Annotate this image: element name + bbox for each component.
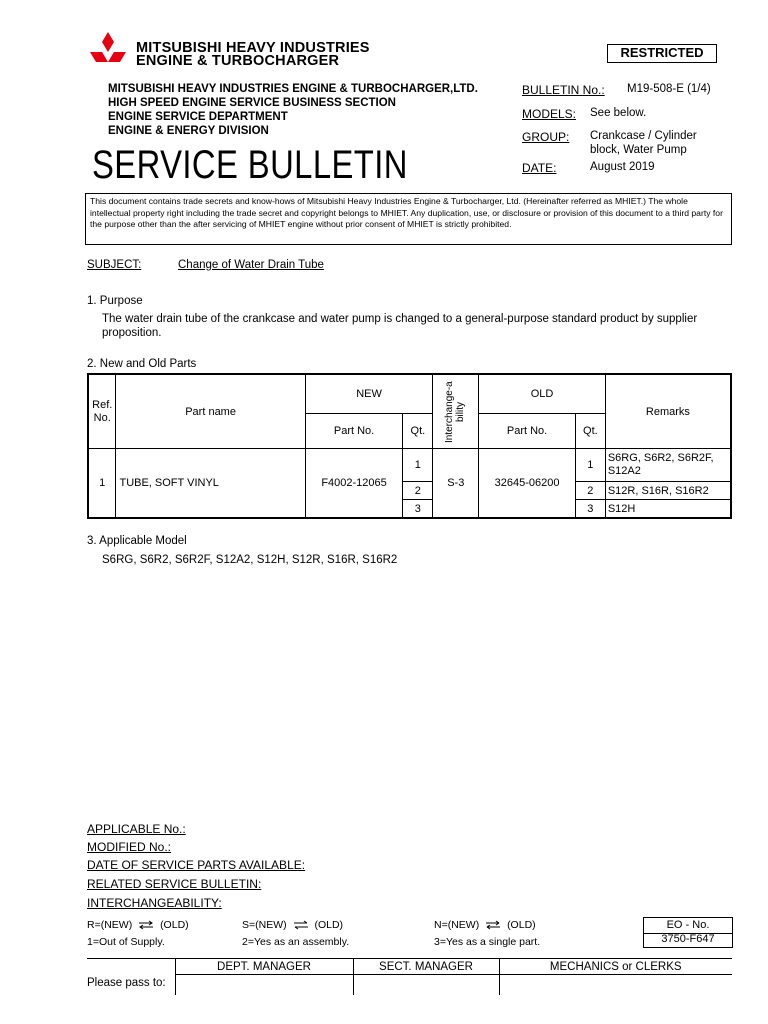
dept-manager-header: DEPT. MANAGER [175, 959, 353, 975]
legend-r: R=(NEW) (OLD) [87, 919, 189, 931]
cell-remarks-3: S12H [605, 500, 731, 519]
group-label: GROUP: [522, 130, 570, 144]
modified-no: MODIFIED No.: [87, 840, 172, 854]
company-line-4: ENGINE & ENERGY DIVISION [108, 125, 269, 137]
cell-remarks-2: S12R, S16R, S16R2 [605, 482, 731, 500]
cell-new-part-no: F4002-12065 [305, 449, 403, 519]
sect-manager-header: SECT. MANAGER [353, 959, 499, 975]
date-value: August 2019 [590, 161, 655, 173]
mitsubishi-logo-icon [86, 32, 130, 70]
applicable-no: APPLICABLE No.: [87, 822, 186, 836]
sect-manager-sign [353, 975, 499, 996]
dept-manager-sign [175, 975, 353, 996]
date-label: DATE: [522, 161, 557, 175]
header-old: OLD [479, 374, 606, 414]
related-bulletin: RELATED SERVICE BULLETIN: [87, 877, 262, 891]
mechanics-sign [499, 975, 732, 996]
subject-label: SUBJECT: [87, 259, 142, 271]
mechanics-header: MECHANICS or CLERKS [499, 959, 732, 975]
header-new-qt: Qt. [403, 414, 433, 449]
legend-s-desc: 2=Yes as an assembly. [242, 936, 350, 948]
company-line-2: HIGH SPEED ENGINE SERVICE BUSINESS SECTION [108, 97, 396, 109]
group-value-2: block, Water Pump [590, 144, 687, 156]
confidentiality-notice: This document contains trade secrets and know-hows of Mitsubishi Heavy Industries Engine & Turbocharger, Ltd. (Hereinafter referred as MHIET.) The whole intellectual property right including the trade secret and copyright belongs to MHIET. Any duplication, use, or disclosure or provision of this document to a third party for the purpose other than the after servicing of MHIET engine without prior consent of MHIET is strictly prohibited. [85, 193, 732, 245]
legend-s: S=(NEW) (OLD) [242, 919, 344, 931]
purpose-text-1: The water drain tube of the crankcase and water pump is changed to a general-purpose standard product by supplier [102, 313, 698, 325]
header-interchange: Interchange-ability [433, 374, 479, 449]
please-pass-label: Please pass to: [87, 959, 175, 996]
purpose-text-2: proposition. [102, 327, 162, 339]
logo-line-2: ENGINE & TURBOCHARGER [136, 53, 340, 69]
please-pass-table [87, 958, 732, 995]
header-remarks: Remarks [605, 374, 731, 449]
exchange-arrows-icon [293, 920, 309, 930]
parts-heading: 2. New and Old Parts [87, 358, 197, 370]
model-heading: 3. Applicable Model [87, 535, 187, 547]
models-label: MODELS: [522, 107, 577, 121]
cell-old-qty-2: 2 [575, 482, 605, 500]
legend-n-desc: 3=Yes as a single part. [434, 936, 541, 948]
models-value: See below. [590, 107, 647, 119]
cell-part-name: TUBE, SOFT VINYL [116, 449, 305, 519]
eo-value: 3750-F647 [643, 932, 733, 948]
exchange-arrows-icon [485, 920, 501, 930]
legend-r-desc: 1=Out of Supply. [87, 936, 165, 948]
header-old-part-no: Part No. [479, 414, 576, 449]
header-part-name: Part name [116, 374, 305, 449]
cell-interchange: S-3 [433, 449, 479, 519]
company-line-1: MITSUBISHI HEAVY INDUSTRIES ENGINE & TURBOCHARGER,LTD. [108, 83, 478, 95]
logo-line-1: MITSUBISHI HEAVY INDUSTRIES [136, 40, 370, 56]
page-title: SERVICE BULLETIN [92, 143, 408, 187]
cell-new-qty-1: 1 [403, 449, 433, 482]
eo-label: EO - No. [643, 917, 733, 934]
interchangeability: INTERCHANGEABILITY: [87, 896, 222, 910]
bulletin-value: M19-508-E (1/4) [627, 83, 711, 95]
header-new: NEW [305, 374, 433, 414]
legend-n: N=(NEW) (OLD) [434, 919, 536, 931]
date-parts-available: DATE OF SERVICE PARTS AVAILABLE: [87, 858, 306, 872]
parts-table [87, 373, 732, 519]
cell-old-qty-1: 1 [575, 449, 605, 482]
cell-new-qty-2: 2 [403, 482, 433, 500]
cell-old-part-no: 32645-06200 [479, 449, 576, 519]
header-old-qt: Qt. [575, 414, 605, 449]
header-new-part-no: Part No. [305, 414, 403, 449]
bulletin-label: BULLETIN No.: [522, 83, 605, 97]
company-line-3: ENGINE SERVICE DEPARTMENT [108, 111, 288, 123]
group-value-1: Crankcase / Cylinder [590, 130, 697, 142]
model-text: S6RG, S6R2, S6R2F, S12A2, S12H, S12R, S16R, S16R2 [102, 554, 398, 566]
subject-value: Change of Water Drain Tube [178, 259, 324, 271]
restricted-badge: RESTRICTED [607, 44, 717, 63]
header-ref: Ref. No. [88, 374, 116, 449]
cell-ref: 1 [88, 449, 116, 519]
purpose-heading: 1. Purpose [87, 295, 143, 307]
exchange-arrows-icon [138, 920, 154, 930]
cell-remarks-1: S6RG, S6R2, S6R2F, S12A2 [605, 449, 731, 482]
cell-old-qty-3: 3 [575, 500, 605, 519]
cell-new-qty-3: 3 [403, 500, 433, 519]
